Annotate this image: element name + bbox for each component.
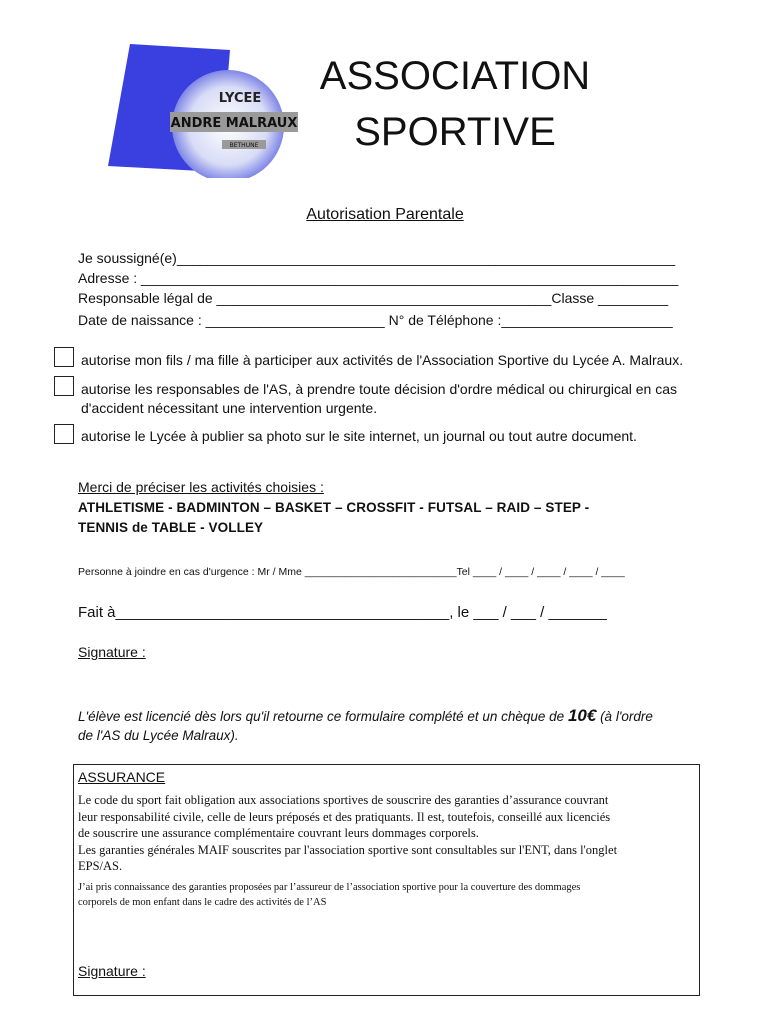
licence-text-line2: de l'AS du Lycée Malraux). bbox=[78, 728, 239, 743]
assurance-p3-line1: J’ai pris connaissance des garanties proposées par l’assureur de l’association sportive pour la couverture des dommages bbox=[78, 882, 581, 893]
header-title-line2: SPORTIVE bbox=[354, 110, 556, 154]
field-naissance-telephone[interactable]: Date de naissance : _______________________ N° de Téléphone :______________________ bbox=[78, 312, 673, 328]
activities-heading: Merci de préciser les activités choisies : bbox=[78, 479, 324, 495]
assurance-p1-line3: de souscrire une assurance complémentaire couvrant leurs dommages corporels. bbox=[78, 826, 479, 840]
checkbox-participation-label: autorise mon fils / ma fille à participer aux activités de l'Association Sportive du Lycée A. Malraux. bbox=[81, 352, 684, 368]
checkbox-participation[interactable] bbox=[54, 347, 74, 367]
checkbox-medical[interactable] bbox=[54, 376, 74, 396]
assurance-p2-line2: EPS/AS. bbox=[78, 859, 123, 873]
header-title-line1: ASSOCIATION bbox=[319, 54, 591, 98]
activities-line1: ATHLETISME - BADMINTON – BASKET – CROSSFIT - FUTSAL – RAID – STEP - bbox=[78, 500, 590, 515]
assurance-paragraph-1 bbox=[78, 792, 617, 875]
checkbox-medical-label-line1: autorise les responsables de l'AS, à prendre toute décision d'ordre médical ou chirurgical en cas bbox=[81, 381, 678, 397]
field-urgence[interactable]: Personne à joindre en cas d'urgence : Mr / Mme __________________________Tel ____ / ____ / ____ / ____ / ____ bbox=[78, 566, 625, 578]
licence-part1: L'élève est licencié dès lors qu'il retourne ce formulaire complété et un chèque de bbox=[78, 709, 568, 724]
field-soussigne[interactable]: Je soussigné(e)________________________________________________________________ bbox=[78, 250, 676, 266]
checkbox-photo-label: autorise le Lycée à publier sa photo sur le site internet, un journal ou tout autre document. bbox=[81, 428, 637, 444]
logo-text-malraux: ANDRE MALRAUX bbox=[170, 116, 298, 131]
assurance-p3-line2: corporels de mon enfant dans le cadre des activités de l’AS bbox=[78, 897, 327, 908]
assurance-p1-line1: Le code du sport fait obligation aux associations sportives de souscrire des garanties d’assurance couvrant bbox=[78, 793, 609, 807]
assurance-p1-line2: leur responsabilité civile, celle de leurs préposés et des pratiquants. Il est, toutefois, conseillé aux licenciés bbox=[78, 809, 611, 824]
logo-text-bethune: BETHUNE bbox=[229, 142, 259, 149]
field-fait-a[interactable]: Fait à________________________________________, le ___ / ___ / _______ bbox=[78, 604, 607, 621]
logo-text-lycee: LYCEE bbox=[218, 91, 262, 106]
field-responsable[interactable]: Responsable légal de ___________________________________________Classe _________ bbox=[78, 290, 669, 306]
licence-amount: 10€ bbox=[567, 706, 597, 725]
signature-label: Signature : bbox=[78, 644, 146, 660]
field-adresse[interactable]: Adresse : _____________________________________________________________________ bbox=[78, 270, 679, 286]
assurance-paragraph-3 bbox=[78, 880, 580, 910]
licence-text-line1 bbox=[78, 706, 653, 727]
licence-part2: (à l'ordre bbox=[596, 709, 653, 724]
form-title: Autorisation Parentale bbox=[306, 206, 464, 223]
assurance-heading: ASSURANCE bbox=[78, 769, 166, 785]
checkbox-medical-label-line2: d'accident nécessitant une intervention urgente. bbox=[81, 400, 378, 416]
assurance-p2-line1: Les garanties générales MAIF souscrites par l'association sportive sont consultables sur l'ENT, dans l'onglet bbox=[78, 842, 618, 857]
checkbox-photo[interactable] bbox=[54, 424, 74, 444]
activities-line2: TENNIS de TABLE - VOLLEY bbox=[78, 520, 264, 535]
assurance-signature-label: Signature : bbox=[78, 963, 146, 979]
